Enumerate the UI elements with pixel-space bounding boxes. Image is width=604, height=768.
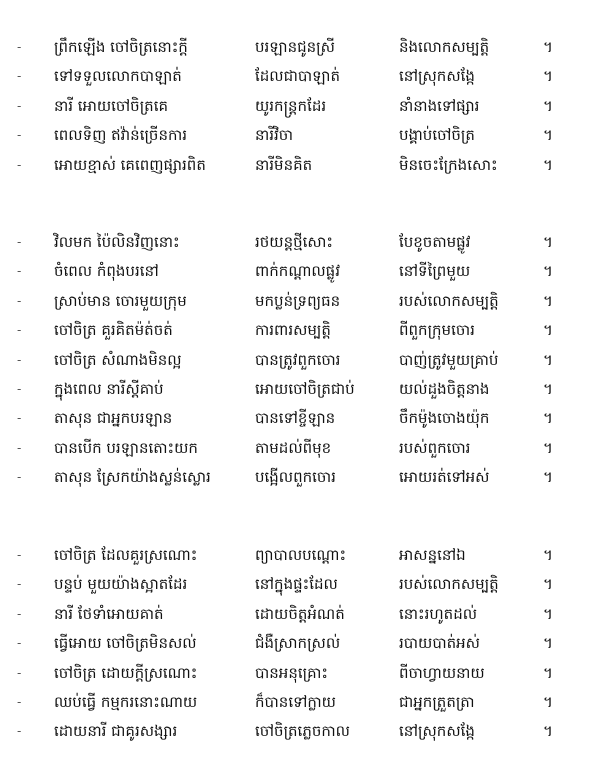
line-phrase-1: នារី អោយចៅចិត្រគេ <box>54 96 168 115</box>
line-bullet: - <box>17 548 22 562</box>
line-phrase-1: ស្រាប់មាន ចោរមួយក្រុម <box>54 291 187 310</box>
poem-line <box>0 316 604 345</box>
line-phrase-3: បែខូចតាមផ្លូវ <box>399 233 471 251</box>
line-phrase-2: បានទៅខ្ចីឡាន <box>255 409 336 428</box>
line-phrase-1: អោយខ្មាស់ គេពេញផ្សារពិត <box>54 155 206 174</box>
poem-line <box>0 463 604 492</box>
line-bullet: - <box>17 235 22 249</box>
line-phrase-2: ដោយចិត្តអំណត់ <box>255 604 345 623</box>
line-phrase-1: បន្ទប់ មួយយ៉ាងស្អាតដែរ <box>54 575 188 594</box>
line-phrase-1: ចៅចិត្រ សំណាងមិនល្អ <box>54 350 182 369</box>
line-end-mark: ។ <box>543 350 553 369</box>
line-phrase-1: ធ្វើអោយ ចៅចិត្រមិនសល់ <box>54 634 197 653</box>
poem-line <box>0 33 604 62</box>
line-phrase-2: យូរកន្ត្រកដែរ <box>255 96 327 115</box>
line-phrase-1: ព្រឹកឡើង ចៅចិត្រនោះក្ដី <box>54 38 188 56</box>
line-end-mark: ។ <box>543 663 553 682</box>
line-phrase-2: នៅក្នុងផ្ទះដែល <box>255 575 338 594</box>
line-end-mark: ។ <box>543 468 553 487</box>
poem-line <box>0 287 604 316</box>
line-phrase-3: របាយបាត់អស់ <box>399 634 480 653</box>
line-bullet: - <box>17 40 22 54</box>
line-end-mark: ។ <box>543 233 553 251</box>
line-bullet: - <box>17 606 22 621</box>
line-phrase-1: ចំពេល កំពុងបរនៅ <box>54 262 159 281</box>
line-phrase-1: បានបើក បរឡានតោះយក <box>54 438 198 457</box>
line-phrase-1: ក្នុងពេល នារីស្ដីគាប់ <box>54 379 164 398</box>
line-phrase-3: យល់ដួងចិត្តនាង <box>399 379 490 398</box>
line-phrase-3: របស់លោកសម្បត្តិ <box>399 291 499 310</box>
line-phrase-3: នោះរហូតដល់ <box>399 604 478 623</box>
line-end-mark: ។ <box>543 291 553 310</box>
line-phrase-1: ដោយនារី ជាគូរសង្សារ <box>54 722 178 741</box>
poem-line <box>0 228 604 257</box>
line-phrase-3: និងលោកសម្បត្តិ <box>399 38 490 56</box>
poem-line <box>0 121 604 150</box>
line-bullet: - <box>17 98 22 113</box>
poem-line <box>0 717 604 746</box>
line-phrase-1: ចៅចិត្រ ដែលគួរស្រណោះ <box>54 546 198 564</box>
line-end-mark: ។ <box>543 38 553 56</box>
line-end-mark: ។ <box>543 96 553 115</box>
line-bullet: - <box>17 694 22 709</box>
line-phrase-1: ពេលទិញ ឥវ៉ាន់ច្រើនការ <box>54 126 188 145</box>
line-bullet: - <box>17 69 22 84</box>
line-phrase-2: រថយន្តថ្មីសោះ <box>255 233 334 251</box>
line-end-mark: ។ <box>543 67 553 86</box>
line-bullet: - <box>17 157 22 172</box>
poem-line <box>0 375 604 404</box>
poem-line <box>0 257 604 286</box>
line-phrase-3: របស់ពួកចោរ <box>399 438 471 457</box>
line-end-mark: ។ <box>543 546 553 564</box>
line-phrase-2: នារីមិនគិត <box>255 155 313 174</box>
poem-line <box>0 404 604 433</box>
poem-line <box>0 434 604 463</box>
line-bullet: - <box>17 352 22 367</box>
line-end-mark: ។ <box>543 722 553 741</box>
line-end-mark: ។ <box>543 155 553 174</box>
line-end-mark: ។ <box>543 634 553 653</box>
line-phrase-1: ទៅទទួលលោកបាឡាត់ <box>54 67 182 86</box>
line-end-mark: ។ <box>543 575 553 594</box>
line-phrase-2: បង្អើលពួកចោរ <box>255 468 336 487</box>
line-phrase-2: ការពារសម្បត្តិ <box>255 321 331 340</box>
line-phrase-1: តាសុន ជាអ្នកបរឡាន <box>54 409 173 428</box>
line-phrase-2: បានអនុគ្រោះ <box>255 663 328 682</box>
stanza-2 <box>0 228 604 493</box>
poem-line <box>0 541 604 570</box>
line-phrase-2: បានត្រូវពួកចោរ <box>255 350 341 369</box>
line-phrase-2: មកប្លន់ទ្រព្យធន <box>255 291 341 310</box>
poem-line <box>0 151 604 180</box>
line-phrase-1: ឈប់ធ្វើ កម្មករនោះណាយ <box>54 692 198 711</box>
line-phrase-2: ចៅចិត្រភ្លេចកាល <box>255 722 350 741</box>
line-end-mark: ។ <box>543 692 553 711</box>
line-phrase-1: នារី ថែទាំអោយគាត់ <box>54 604 164 623</box>
poem-line <box>0 570 604 599</box>
line-phrase-2: ដែលជាបាឡាត់ <box>255 67 340 86</box>
line-phrase-2: បរឡានជូនស្រី <box>255 38 335 56</box>
poem-line <box>0 659 604 688</box>
line-end-mark: ។ <box>543 409 553 428</box>
line-phrase-3: បង្គាប់ចៅចិត្រ <box>399 126 475 145</box>
line-phrase-3: ចឹកម៉ូងចោងយ៉ុក <box>399 409 490 428</box>
line-phrase-2: ព្យាបាលបណ្ដោះ <box>255 546 347 564</box>
line-bullet: - <box>17 128 22 143</box>
line-phrase-1: ចៅចិត្រ ដោយក្ដីស្រណោះ <box>54 663 198 682</box>
line-bullet: - <box>17 264 22 279</box>
line-phrase-3: ពីពួកក្រុមចោរ <box>399 321 475 340</box>
line-phrase-2: ក៏បានទៅក្លាយ <box>255 692 336 711</box>
line-phrase-2: ជំងឺស្រាកស្រល់ <box>255 634 341 653</box>
line-phrase-3: មិនចេះក្រែងសោះ <box>399 155 498 174</box>
line-phrase-3: នៅទីព្រៃមួយ <box>399 262 471 281</box>
line-phrase-1: វិលមក ប៉ៃលិនវិញនោះ <box>54 233 180 251</box>
line-phrase-3: ពីចាហ្វាយនាយ <box>399 663 485 682</box>
line-bullet: - <box>17 470 22 485</box>
line-end-mark: ។ <box>543 321 553 340</box>
line-phrase-3: របស់លោកសម្បត្តិ <box>399 575 499 594</box>
stanza-1 <box>0 33 604 180</box>
line-phrase-2: អោយចៅចិត្រជាប់ <box>255 379 355 398</box>
line-bullet: - <box>17 323 22 338</box>
poem-line <box>0 688 604 717</box>
poem-line <box>0 62 604 91</box>
stanza-3 <box>0 541 604 747</box>
line-end-mark: ។ <box>543 379 553 398</box>
line-end-mark: ។ <box>543 604 553 623</box>
line-phrase-3: នៅស្រុកសង្កែ <box>399 722 475 741</box>
line-bullet: - <box>17 636 22 651</box>
line-phrase-2: តាមដល់ពីមុខ <box>255 438 332 457</box>
line-bullet: - <box>17 381 22 396</box>
line-phrase-1: ចៅចិត្រ គួរគិតម៉ត់ចត់ <box>54 321 173 340</box>
line-phrase-2: ពាក់កណ្ដាលផ្លូវ <box>255 262 340 281</box>
line-bullet: - <box>17 665 22 680</box>
line-phrase-1: តាសុន ស្រែកយ៉ាងស្លន់ស្លោរ <box>54 468 211 487</box>
poem-line <box>0 92 604 121</box>
poem-line <box>0 600 604 629</box>
line-end-mark: ។ <box>543 262 553 281</box>
line-phrase-3: នៅស្រុកសង្កែ <box>399 67 475 86</box>
line-end-mark: ។ <box>543 438 553 457</box>
line-bullet: - <box>17 411 22 426</box>
line-phrase-3: ជាអ្នកត្រួតត្រា <box>399 692 475 711</box>
line-bullet: - <box>17 577 22 592</box>
line-bullet: - <box>17 440 22 455</box>
line-phrase-3: អាសន្ននៅឯ <box>399 546 466 564</box>
line-bullet: - <box>17 724 22 739</box>
line-phrase-3: បាញ់ត្រូវមួយគ្រាប់ <box>399 350 499 369</box>
poem-line <box>0 629 604 658</box>
line-phrase-2: នារីវិចា <box>255 126 294 145</box>
poem-line <box>0 346 604 375</box>
line-end-mark: ។ <box>543 126 553 145</box>
line-bullet: - <box>17 293 22 308</box>
line-phrase-3: នាំនាងទៅផ្សារ <box>399 96 480 115</box>
line-phrase-3: អោយរត់ទៅអស់ <box>399 468 490 487</box>
